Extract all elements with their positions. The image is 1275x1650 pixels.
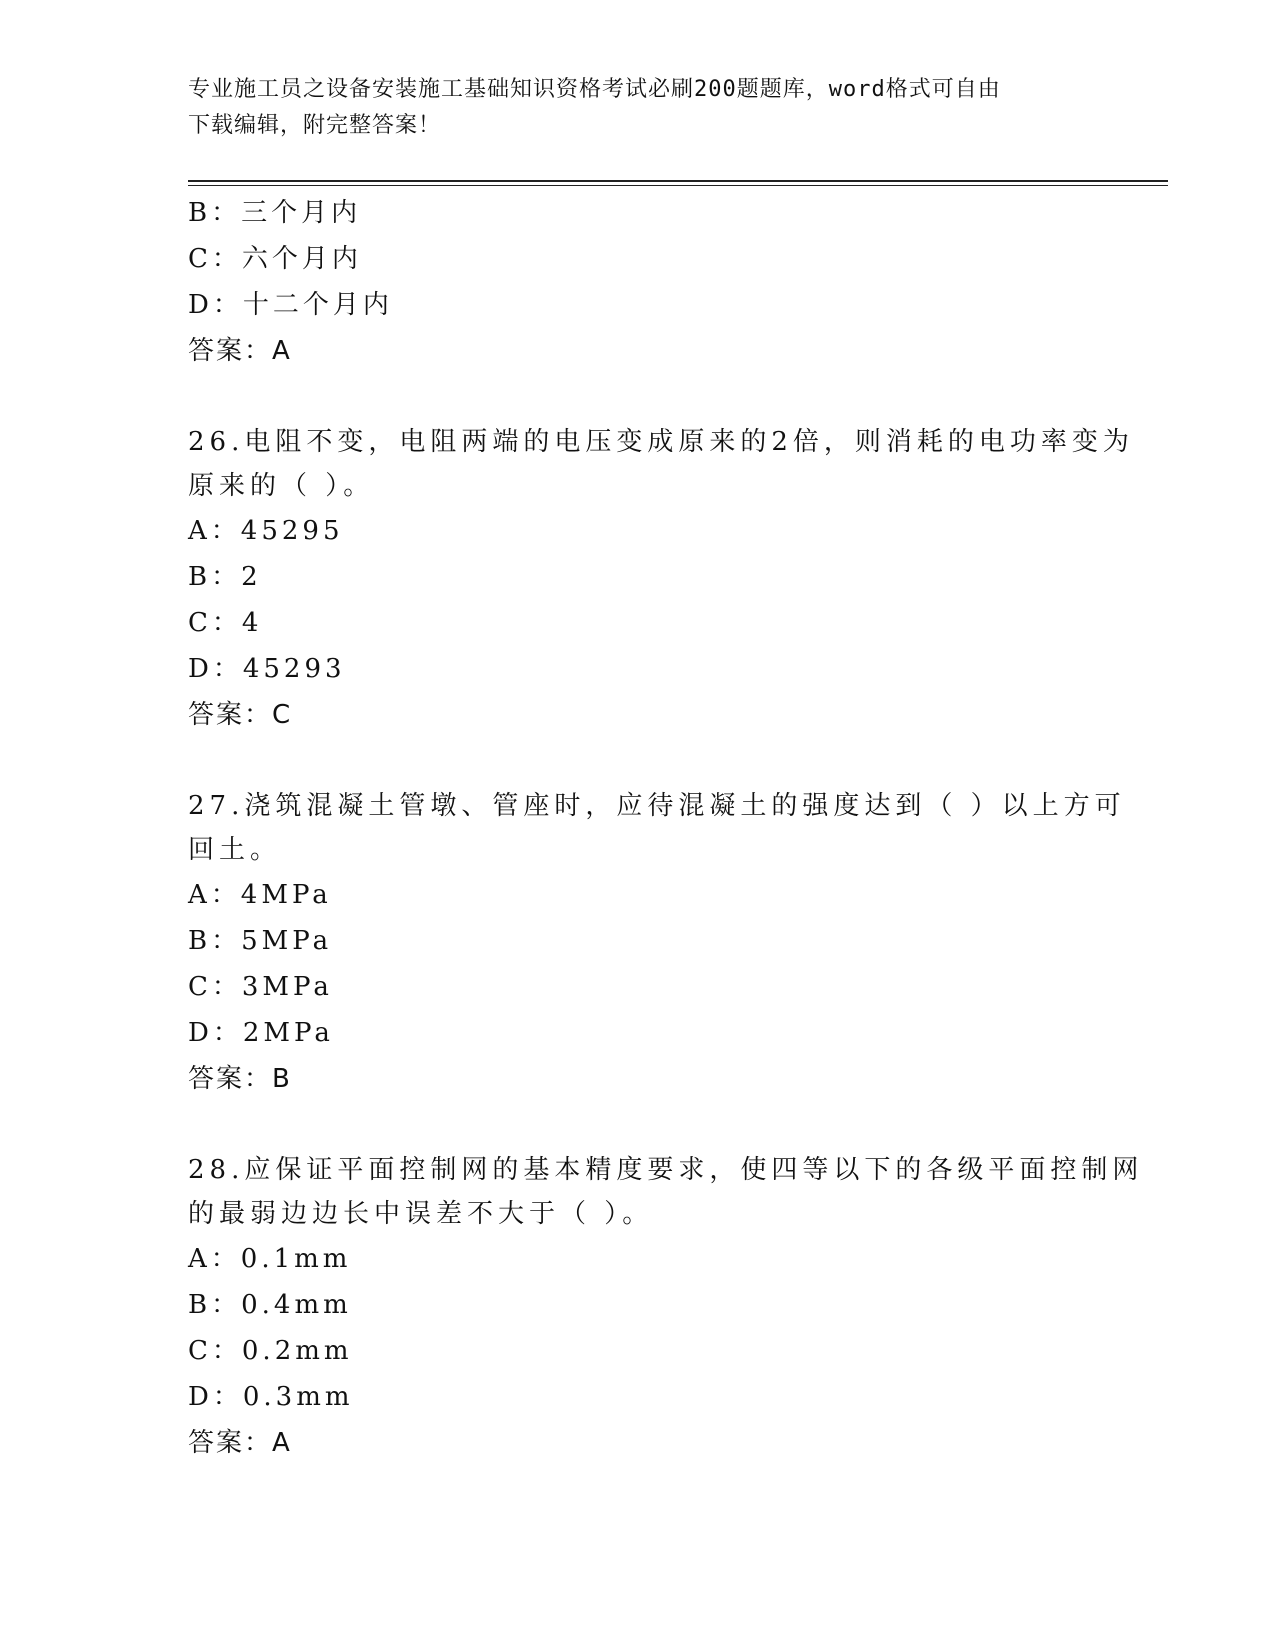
header-divider-top: [188, 180, 1168, 182]
option-d: D：2MPa: [188, 1018, 334, 1048]
question-text-line-1: 26.电阻不变，电阻两端的电压变成原来的2倍，则消耗的电功率变为: [188, 427, 1134, 457]
option-d: D：十二个月内: [188, 290, 393, 320]
option-a: A：0.1mm: [188, 1244, 352, 1274]
question-text-line-2: 回土。: [188, 835, 282, 865]
document-header: [188, 72, 1068, 144]
answer-line: 答案：B: [188, 1064, 292, 1094]
question-text-line-2: 的最弱边边长中误差不大于（ ）。: [188, 1199, 654, 1229]
option-c: C：4: [188, 608, 263, 638]
question-text-line-1: 28.应保证平面控制网的基本精度要求，使四等以下的各级平面控制网: [188, 1155, 1144, 1185]
option-c: C：3MPa: [188, 972, 333, 1002]
option-c: C：六个月内: [188, 244, 362, 274]
option-c: C：0.2mm: [188, 1336, 353, 1366]
answer-line: 答案：A: [188, 1428, 292, 1458]
question-block-prev: [188, 190, 1088, 374]
question-block-26: [188, 420, 1134, 738]
answer-line: 答案：C: [188, 700, 293, 730]
question-text-line-2: 原来的（ ）。: [188, 471, 375, 501]
option-d: D：0.3mm: [188, 1382, 354, 1412]
option-b: B：2: [188, 562, 262, 592]
header-line-1: 专业施工员之设备安装施工基础知识资格考试必刷200题题库，word格式可自由: [188, 77, 1001, 102]
option-b: B：三个月内: [188, 198, 362, 228]
header-divider-bottom: [188, 185, 1168, 186]
option-b: B：5MPa: [188, 926, 333, 956]
option-a: A：45295: [188, 516, 344, 546]
question-list: [188, 190, 1144, 1466]
header-line-2: 下载编辑，附完整答案！: [188, 113, 442, 138]
question-block-28: [188, 1148, 1144, 1466]
answer-line: 答案：A: [188, 336, 292, 366]
question-text-line-1: 27.浇筑混凝土管墩、管座时，应待混凝土的强度达到（ ）以上方可: [188, 791, 1126, 821]
question-block-27: [188, 784, 1126, 1102]
option-b: B：0.4mm: [188, 1290, 352, 1320]
option-d: D：45293: [188, 654, 346, 684]
option-a: A：4MPa: [188, 880, 332, 910]
